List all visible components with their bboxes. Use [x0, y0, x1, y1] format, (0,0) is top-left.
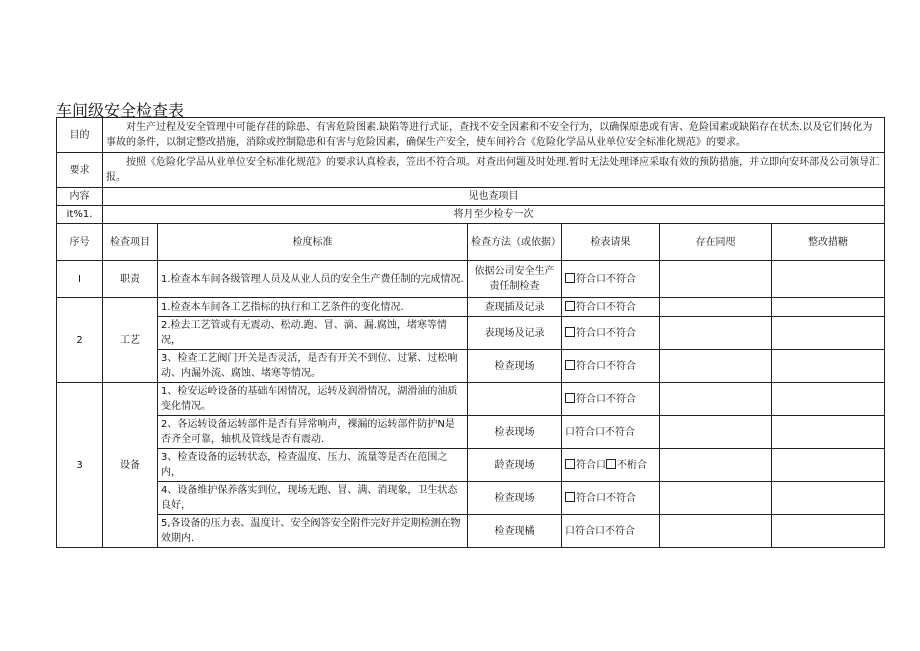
- header-item: 检查项目: [103, 224, 158, 261]
- issue-cell[interactable]: [660, 449, 772, 482]
- issue-cell[interactable]: [660, 416, 772, 449]
- check-standard: 3、检查工艺阀门开关是否灵活，是否有开关不到位、过紧、过松响动、内漏外流、腐蚀、堵寒等情况。: [158, 350, 468, 383]
- content-row: [57, 188, 885, 206]
- check-standard: 5,各设备的压力表、温度计、安全阀答安全附件完好并定期检测在物效期内.: [158, 515, 468, 548]
- check-standard: 2、各运转设备运转部件是否有异常响声，裸漏的运转部件防护N是否齐全可靠，轴机及管线是否有震动.: [158, 416, 468, 449]
- check-result[interactable]: 符合口不符合: [562, 383, 660, 416]
- issue-cell[interactable]: [660, 298, 772, 317]
- check-method: 龄查现场: [468, 449, 562, 482]
- checkbox-icon[interactable]: [565, 327, 575, 337]
- check-standard: 1.检查本车间各级管理人员及从业人员的安全生产费任制的完成情况.: [158, 261, 468, 298]
- check-standard: 3、检查设备的运转状态，检查温度、压力、流量等是否在范围之内，: [158, 449, 468, 482]
- issue-cell[interactable]: [660, 261, 772, 298]
- table-row: [57, 482, 885, 515]
- content-label: 内容: [57, 188, 103, 206]
- check-standard: 1、检安运岭设备的基础车困情况，运转及润滑情况，湖滑油的油质变化情况。: [158, 383, 468, 416]
- issue-cell[interactable]: [660, 317, 772, 350]
- checkbox-icon[interactable]: [565, 301, 575, 311]
- frequency-value: 将月至少检专一次: [103, 206, 885, 224]
- header-issue: 存在同咫: [660, 224, 772, 261]
- group-item: 设备: [103, 383, 158, 548]
- checkbox-icon[interactable]: [565, 393, 575, 403]
- check-result[interactable]: 符合口不符合: [562, 350, 660, 383]
- issue-cell[interactable]: [660, 383, 772, 416]
- fix-cell[interactable]: [772, 298, 885, 317]
- table-row: [57, 416, 885, 449]
- check-result[interactable]: 符合口不符合: [562, 298, 660, 317]
- header-standard: 检度标准: [158, 224, 468, 261]
- table-row: [57, 317, 885, 350]
- issue-cell[interactable]: [660, 482, 772, 515]
- table-row: [57, 350, 885, 383]
- fix-cell[interactable]: [772, 416, 885, 449]
- check-method: 检查现场: [468, 350, 562, 383]
- check-method: 检表现场: [468, 416, 562, 449]
- header-fix: 整改措糖: [772, 224, 885, 261]
- fix-cell[interactable]: [772, 515, 885, 548]
- table-row: [57, 298, 885, 317]
- group-no: I: [57, 261, 103, 298]
- check-standard: 4、设备维护保养落实到位，现场无跑、冒、满、消现象，卫生状态良好，: [158, 482, 468, 515]
- purpose-label: 目的: [57, 118, 103, 153]
- check-method: 检查现场: [468, 482, 562, 515]
- purpose-text: 对生产过程及安全管理中可能存荏的除患、有害危险图素.缺陷等进行式证，查找不安全因素和不安全行为，以确保原患或有害、危险国素或缺陷存在状杰.以及它们转化为事故的条件，以制定整改措施，消除或控制隐患和有害与危险因素，确保生产安全，使车间衿合《危险化学品从业单位安全标准化规范》的要求。: [103, 118, 885, 153]
- safety-checklist-table: [56, 117, 885, 548]
- checkbox-icon[interactable]: [565, 459, 575, 469]
- fix-cell[interactable]: [772, 350, 885, 383]
- requirement-row: [57, 153, 885, 188]
- fix-cell[interactable]: [772, 482, 885, 515]
- check-result[interactable]: 口符合口不符合: [562, 416, 660, 449]
- purpose-row: [57, 118, 885, 153]
- checkbox-icon[interactable]: [606, 459, 616, 469]
- table-row: [57, 515, 885, 548]
- fix-cell[interactable]: [772, 383, 885, 416]
- check-result[interactable]: 符合口不符合: [562, 317, 660, 350]
- table-row: [57, 449, 885, 482]
- fix-cell[interactable]: [772, 449, 885, 482]
- page-title: 车间级安全检查表: [56, 101, 185, 120]
- check-result[interactable]: 符合口不符合: [562, 482, 660, 515]
- table-row: [57, 261, 885, 298]
- header-row: [57, 224, 885, 261]
- group-item: 工艺: [103, 298, 158, 383]
- checkbox-icon[interactable]: [565, 492, 575, 502]
- check-standard: 2.检去工艺管或有无震动、松动.跑、冒、滴、漏.腐蚀，堵寒等情况，: [158, 317, 468, 350]
- header-method: 检查方法（或依据）: [468, 224, 562, 261]
- requirement-label: 要求: [57, 153, 103, 188]
- check-result[interactable]: 符合口不符合: [562, 261, 660, 298]
- frequency-row: [57, 206, 885, 224]
- checkbox-icon[interactable]: [565, 360, 575, 370]
- issue-cell[interactable]: [660, 515, 772, 548]
- check-method: [468, 383, 562, 416]
- check-result[interactable]: 符合口 不桁合: [562, 449, 660, 482]
- requirement-text: 按照《危险化学品从业单位安全标准化规范》的要求认真检表，笠出不符合项。对查出何题及时处理.暂时无法处理译应采取有效的预防措施，并立即向安环部及公司领导汇报。: [103, 153, 885, 188]
- header-result: 检表请果: [562, 224, 660, 261]
- group-no: 3: [57, 383, 103, 548]
- check-method: 表现场及记录: [468, 317, 562, 350]
- header-no: 序号: [57, 224, 103, 261]
- check-result[interactable]: 口符合口不符合: [562, 515, 660, 548]
- fix-cell[interactable]: [772, 261, 885, 298]
- group-item: 职责: [103, 261, 158, 298]
- fix-cell[interactable]: [772, 317, 885, 350]
- check-method: 依据公司安全生产责任制检查: [468, 261, 562, 298]
- frequency-label: it%1.: [57, 206, 103, 224]
- group-no: 2: [57, 298, 103, 383]
- content-value: 见也查项目: [103, 188, 885, 206]
- checkbox-icon[interactable]: [565, 273, 575, 283]
- check-standard: 1.检查本车间各工艺指标的执行和工艺条件的变化情况.: [158, 298, 468, 317]
- check-method: 检查现橘: [468, 515, 562, 548]
- issue-cell[interactable]: [660, 350, 772, 383]
- table-row: [57, 383, 885, 416]
- check-method: 查现插及记录: [468, 298, 562, 317]
